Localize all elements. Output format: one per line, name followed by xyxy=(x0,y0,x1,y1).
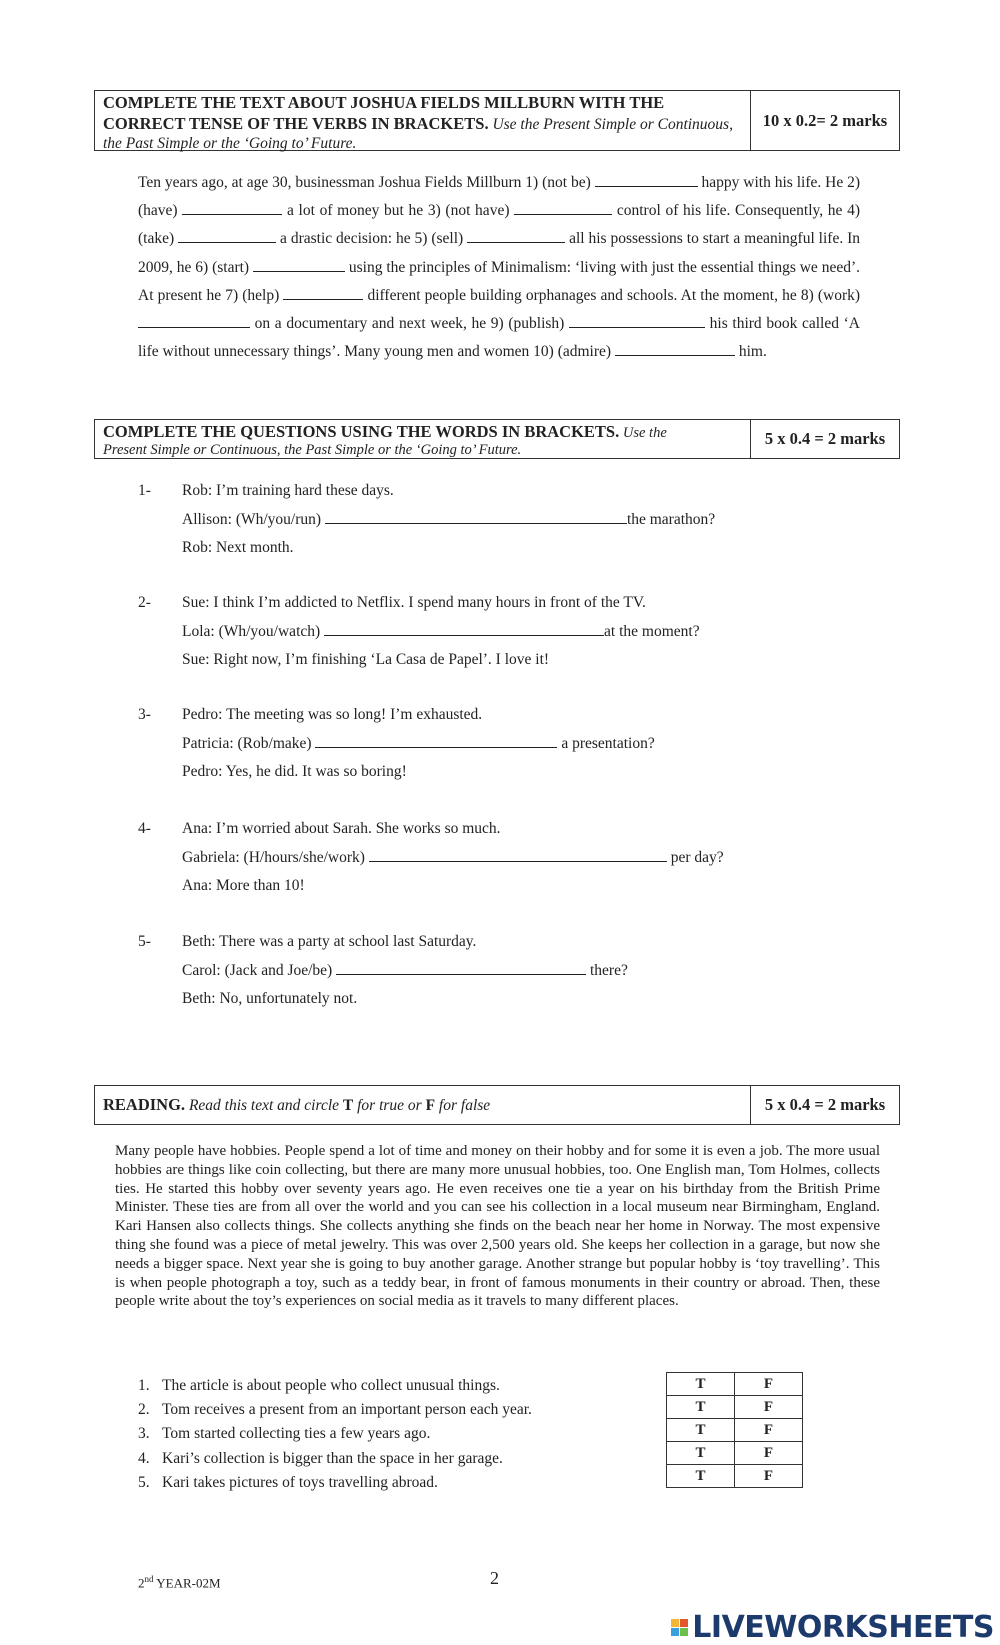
question-number: 2- xyxy=(138,594,151,611)
section3-subtitle-3: for false xyxy=(438,1096,491,1114)
prompt-end: there? xyxy=(589,961,628,979)
cloze-part-7: using the principles of Minimalism: ‘living with just the essential things we need’. At present he 7) (help) xyxy=(138,258,860,304)
section3-marks: 5 x 0.4 = 2 marks xyxy=(764,1095,886,1114)
statement-text: Tom receives a present from an important person each year. xyxy=(162,1401,532,1419)
statement-text: The article is about people who collect unusual things. xyxy=(162,1377,500,1394)
section3-title: READING. xyxy=(103,1094,186,1114)
blank-2[interactable] xyxy=(182,200,282,215)
liveworksheets-logo xyxy=(671,1610,994,1645)
question-number: 4- xyxy=(138,820,151,837)
liveworksheets-logo-text: LIVEWORKSHEETS xyxy=(692,1610,994,1645)
section3-instructions xyxy=(95,1086,751,1124)
true-option[interactable]: T xyxy=(667,1465,735,1488)
question-5 xyxy=(138,928,628,1014)
cloze-part-1: Ten years ago, at age 30, businessman Joshua Fields Millburn 1) (not be) xyxy=(138,174,591,191)
question-4 xyxy=(138,815,724,901)
section1-instructions xyxy=(95,91,751,153)
dialogue-line: Rob: I’m training hard these days. xyxy=(182,482,394,499)
statement-text: Kari takes pictures of toys travelling abroad. xyxy=(162,1473,438,1491)
section2-subtitle-1: Use the xyxy=(622,425,667,441)
dialogue-line: Sue: Right now, I’m finishing ‘La Casa de Papel’. I love it! xyxy=(182,651,550,668)
footer-year-number: 2 xyxy=(138,1575,145,1591)
cloze-part-2: happy with his life. He 2) (have) xyxy=(138,174,861,220)
question-3 xyxy=(138,701,655,787)
prompt-label: Lola: (Wh/you/watch) xyxy=(182,622,321,640)
question-number: 5- xyxy=(138,933,151,950)
prompt-end: per day? xyxy=(670,848,724,866)
tf-row xyxy=(667,1419,803,1442)
tf-row xyxy=(667,1373,803,1396)
tf-row xyxy=(667,1396,803,1419)
statement-item xyxy=(138,1374,532,1398)
question-2 xyxy=(138,589,700,675)
section2-title: COMPLETE THE QUESTIONS USING THE WORDS IN BRACKETS. xyxy=(103,422,620,441)
statement-item xyxy=(138,1471,532,1495)
section3-subtitle-2: for true or xyxy=(357,1096,422,1114)
true-option[interactable]: T xyxy=(667,1419,735,1442)
section1-marks: 10 x 0.2= 2 marks xyxy=(762,110,888,130)
cloze-part-8: different people building orphanages and schools. At the moment, he 8) (work) xyxy=(367,286,861,304)
true-option[interactable]: T xyxy=(667,1442,735,1465)
true-option[interactable]: T xyxy=(667,1373,735,1396)
footer-year-code xyxy=(138,1574,221,1591)
cloze-part-6: all his possessions to start a meaningful life. In 2009, he 6) (start) xyxy=(138,230,861,276)
statement-number: 2. xyxy=(138,1401,150,1419)
prompt-end: the marathon? xyxy=(626,510,716,528)
dialogue-line: Pedro: The meeting was so long! I’m exhausted. xyxy=(182,706,483,723)
statement-number: 1. xyxy=(138,1377,150,1394)
false-option[interactable]: F xyxy=(735,1396,803,1419)
question-1 xyxy=(138,477,715,563)
answer-blank[interactable] xyxy=(325,509,627,524)
cloze-part-10: his third book called ‘A life without unnecessary things’. Many young men and women 10) (admire) xyxy=(138,315,860,361)
dialogue-line: Rob: Next month. xyxy=(182,539,294,556)
question-number: 3- xyxy=(138,706,151,723)
cloze-part-4: control of his life. Consequently, he 4) (take) xyxy=(138,202,861,248)
prompt-label: Carol: (Jack and Joe/be) xyxy=(182,961,333,979)
section2-instructions xyxy=(95,420,751,458)
statement-text: Tom started collecting ties a few years ago. xyxy=(162,1425,431,1443)
dialogue-line: Beth: There was a party at school last Saturday. xyxy=(182,933,477,950)
blank-6[interactable] xyxy=(253,257,345,272)
prompt-label: Patricia: (Rob/make) xyxy=(182,734,312,752)
section3-subtitle-1: Read this text and circle xyxy=(188,1096,340,1114)
true-false-table xyxy=(666,1372,803,1488)
statement-number: 4. xyxy=(138,1449,150,1467)
answer-blank[interactable] xyxy=(315,733,557,748)
section1-header xyxy=(94,90,900,151)
footer-year-rest: YEAR-02M xyxy=(153,1575,221,1591)
blank-4[interactable] xyxy=(178,228,276,243)
section3-header xyxy=(94,1085,900,1125)
cloze-part-5: a drastic decision: he 5) (sell) xyxy=(280,230,464,248)
dialogue-line: Pedro: Yes, he did. It was so boring! xyxy=(182,763,407,780)
answer-blank[interactable] xyxy=(324,621,604,636)
reading-passage: Many people have hobbies. People spend a lot of time and money on their hobby and for some it is even a job. The more usual hobbies are things like coin collecting, but there are many more unusual hobbies, too. One English man, Tom Holmes, collects ties. He started this hobby over seventy years ago. He even receives one tie a year on his birthday from the British Prime Minister. These ties are from all over the world and you can see his collection in a local museum near Birmingham, England. Kari Hansen also collects things. She collects anything she finds on the beach near her home in Norway. The most expensive thing she found was a piece of metal jewelry. This was over 2,500 years old. She keeps her collection in a garage, but now she needs a bigger space. Next year she is going to buy another garage. Another strange but popular hobby is ‘toy travelling’. This is when people photograph a toy, such as a teddy bear, in front of famous monuments in their country or abroad. Then, these people write about the toy’s experiences on social media as it travels to many different places. xyxy=(115,1143,880,1310)
prompt-label: Gabriela: (H/hours/she/work) xyxy=(182,848,365,866)
true-option[interactable]: T xyxy=(667,1396,735,1419)
section2-subtitle-2: Present Simple or Continuous, the Past Simple or the ‘Going to’ Future. xyxy=(103,442,522,459)
tf-row xyxy=(667,1465,803,1488)
false-option[interactable]: F xyxy=(735,1419,803,1442)
blank-9[interactable] xyxy=(569,313,705,328)
dialogue-line: Beth: No, unfortunately not. xyxy=(182,990,358,1007)
liveworksheets-logo-icon xyxy=(671,1619,688,1636)
blank-1[interactable] xyxy=(595,172,698,187)
false-option[interactable]: F xyxy=(735,1373,803,1396)
cloze-text xyxy=(138,169,860,366)
statement-number: 5. xyxy=(138,1473,150,1491)
answer-blank[interactable] xyxy=(336,960,586,975)
statement-item xyxy=(138,1422,532,1446)
prompt-end: a presentation? xyxy=(561,734,655,752)
blank-10[interactable] xyxy=(615,341,735,356)
section1-title: COMPLETE THE TEXT ABOUT JOSHUA FIELDS MILLBURN WITH THE CORRECT TENSE OF THE VERBS IN BRACKETS. xyxy=(103,93,665,133)
footer-year-suffix: nd xyxy=(144,1574,154,1584)
answer-blank[interactable] xyxy=(369,847,667,862)
dialogue-line: Ana: More than 10! xyxy=(182,877,305,894)
true-letter: T xyxy=(342,1096,354,1114)
section2-header xyxy=(94,419,900,459)
blank-8[interactable] xyxy=(138,313,250,328)
false-option[interactable]: F xyxy=(735,1465,803,1488)
prompt-end: at the moment? xyxy=(604,622,700,640)
blank-3[interactable] xyxy=(514,200,612,215)
page-number: 2 xyxy=(490,1568,499,1588)
tf-row xyxy=(667,1442,803,1465)
statement-text: Kari’s collection is bigger than the space in her garage. xyxy=(162,1449,503,1467)
statement-list xyxy=(138,1374,532,1495)
cloze-part-11: him. xyxy=(738,343,767,361)
cloze-part-9: on a documentary and next week, he 9) (publish) xyxy=(254,315,565,333)
dialogue-line: Sue: I think I’m addicted to Netflix. I spend many hours in front of the TV. xyxy=(182,594,646,611)
dialogue-line: Ana: I’m worried about Sarah. She works so much. xyxy=(182,820,501,837)
false-option[interactable]: F xyxy=(735,1442,803,1465)
blank-7[interactable] xyxy=(283,285,363,300)
question-number: 1- xyxy=(138,482,151,499)
statement-item xyxy=(138,1447,532,1471)
statement-number: 3. xyxy=(138,1425,150,1443)
section2-marks: 5 x 0.4 = 2 marks xyxy=(764,429,886,448)
section1-subtitle: Use the Present Simple or Continuous, the Past Simple or the ‘Going to’ Future. xyxy=(103,115,733,153)
statement-item xyxy=(138,1398,532,1422)
cloze-part-3: a lot of money but he 3) (not have) xyxy=(286,202,510,220)
false-letter: F xyxy=(425,1096,436,1114)
blank-5[interactable] xyxy=(467,228,565,243)
prompt-label: Allison: (Wh/you/run) xyxy=(182,510,322,528)
